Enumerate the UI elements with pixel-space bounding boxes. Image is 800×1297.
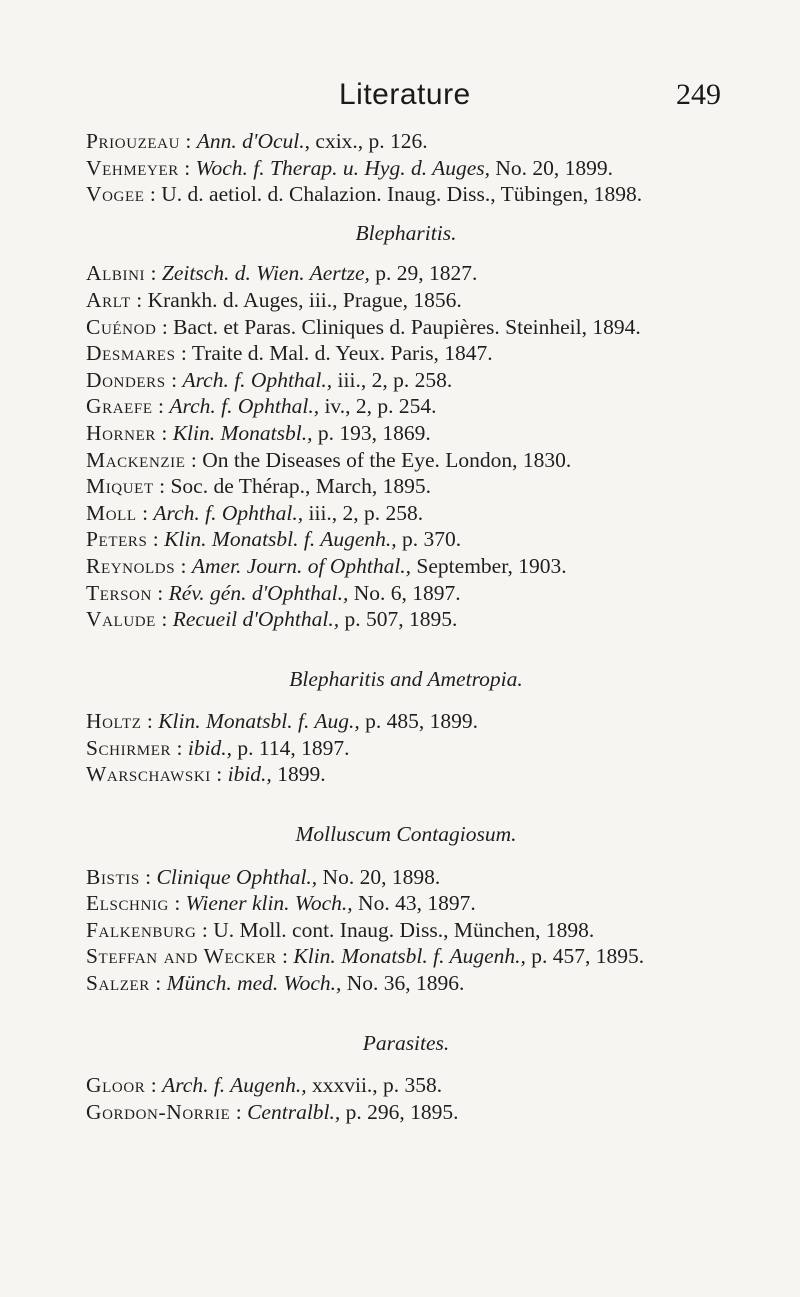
bibliography-entry <box>86 943 726 970</box>
entry-separator: : <box>155 607 173 632</box>
entry-citation-detail: Bact. et Paras. Cliniques d. Paupières. Steinheil, 1894. <box>173 314 641 339</box>
entry-separator: : <box>210 762 228 787</box>
bibliography-entry <box>86 890 726 917</box>
section-heading: Blepharitis. <box>355 220 457 245</box>
entry-citation-detail: p. 507, 1895. <box>339 607 458 632</box>
entry-separator: : <box>145 1073 163 1098</box>
entry-citation-detail: No. 6, 1897. <box>348 580 461 605</box>
entry-separator: : <box>168 891 186 916</box>
bibliography-entry <box>86 708 726 735</box>
entry-citation-title: Klin. Monatsbl. f. Aug., <box>158 709 360 734</box>
entry-separator: : <box>175 553 192 578</box>
bibliography-entry <box>86 526 726 553</box>
entry-citation-title: ibid., <box>227 762 272 787</box>
entry-author: Cuénod <box>86 314 157 339</box>
entry-author: Warschawski <box>86 762 211 787</box>
entry-separator: : <box>171 735 188 760</box>
entry-citation-detail: No. 20, 1898. <box>317 864 441 889</box>
entry-separator: : <box>141 709 159 734</box>
entry-citation-title: Arch. f. Ophthal., <box>153 500 304 525</box>
bibliography-entry <box>86 287 726 314</box>
entry-author: Holtz <box>86 709 142 734</box>
entry-author: Terson <box>86 580 152 605</box>
entry-citation-detail: p. 193, 1869. <box>312 420 431 445</box>
entry-separator: : <box>230 1099 248 1124</box>
entry-separator: : <box>152 394 170 419</box>
bibliography-entry <box>86 393 726 420</box>
entry-citation-title: Recueil d'Ophthal., <box>172 607 340 632</box>
entry-author: Miquet <box>86 474 154 499</box>
entry-citation-detail: U. d. aetiol. d. Chalazion. Inaug. Diss., Tübingen, 1898. <box>161 182 643 207</box>
bibliography-entry <box>86 917 726 944</box>
entry-separator: : <box>185 447 203 472</box>
entry-citation-title: ibid., <box>187 735 233 760</box>
bibliography-entry <box>86 447 726 474</box>
bibliography-entry <box>86 606 726 633</box>
entry-author: Graefe <box>86 394 153 419</box>
bibliography-entry <box>86 500 726 527</box>
entry-citation-title: Klin. Monatsbl. f. Augenh., <box>164 527 397 552</box>
entry-author: Falkenburg <box>86 917 197 942</box>
entry-citation-title: Arch. f. Ophthal., <box>182 367 333 392</box>
entry-author: Bistis <box>86 864 140 889</box>
bibliography-entry <box>86 260 726 287</box>
bibliography-entry <box>86 970 726 997</box>
entry-separator: : <box>175 341 192 366</box>
entry-author: Peters <box>86 527 148 552</box>
entry-author: Moll <box>86 500 137 525</box>
entry-citation-title: Arch. f. Ophthal., <box>169 394 320 419</box>
entry-citation-detail: Traite d. Mal. d. Yeux. Paris, 1847. <box>191 341 493 366</box>
entry-citation-detail: iv., 2, p. 254. <box>319 394 437 419</box>
entry-citation-detail: U. Moll. cont. Inaug. Diss., München, 1898. <box>213 917 595 942</box>
entry-separator: : <box>165 367 183 392</box>
entry-citation-detail: 1899. <box>271 762 326 787</box>
bibliography-entry <box>86 181 726 208</box>
entry-separator: : <box>139 864 157 889</box>
entry-citation-title: Ann. d'Ocul. <box>196 129 305 153</box>
bibliography-entry <box>86 735 726 762</box>
entry-author: Vehmeyer <box>86 155 179 180</box>
entry-citation-detail: p. 457, 1895. <box>525 944 645 969</box>
entry-citation-detail: p. 29, 1827. <box>369 261 478 286</box>
entry-author: Mackenzie <box>86 447 186 472</box>
bibliography-entry <box>86 580 726 607</box>
section-heading: Blepharitis and Ametropia. <box>289 666 523 691</box>
bibliography-entry <box>86 128 726 155</box>
entry-citation-title: Centralbl., <box>247 1099 341 1124</box>
entry-citation-detail: Soc. de Thérap., March, 1895. <box>170 474 431 499</box>
bibliography-entry <box>86 1072 726 1099</box>
entry-citation-detail: No. 36, 1896. <box>341 971 465 996</box>
bibliography-entry <box>86 1099 726 1126</box>
entry-separator: : <box>149 971 167 996</box>
page-header <box>0 78 800 118</box>
bibliography-entry <box>86 155 726 182</box>
entry-separator: : <box>156 314 174 339</box>
entry-separator: : <box>178 155 196 180</box>
entry-citation-detail: Krankh. d. Auges, iii., Prague, 1856. <box>147 287 462 312</box>
entry-author: Elschnig <box>86 891 169 916</box>
entry-author: Schirmer <box>86 735 172 760</box>
entry-citation-title: Rév. gén. d'Ophthal., <box>168 580 349 605</box>
running-title: Literature <box>339 78 471 111</box>
entry-separator: : <box>180 129 197 153</box>
entry-separator: : <box>276 944 294 969</box>
entry-author: Donders <box>86 367 166 392</box>
entry-separator: : <box>153 474 171 499</box>
entry-citation-detail: iii., 2, p. 258. <box>303 500 424 525</box>
entry-citation-title: Arch. f. Augenh., <box>162 1073 307 1098</box>
section-heading: Molluscum Contagiosum. <box>295 822 517 847</box>
page-number: 249 <box>676 78 721 111</box>
bibliography-entry <box>86 864 726 891</box>
bibliography-entry <box>86 420 726 447</box>
entry-separator: : <box>136 500 154 525</box>
entry-separator: : <box>155 420 173 445</box>
bibliography-entry <box>86 340 726 367</box>
entry-author: Vogee <box>86 182 145 207</box>
entry-separator: : <box>196 917 214 942</box>
entry-citation-title: Woch. f. Therap. u. Hyg. d. Auges, <box>195 155 490 180</box>
entry-citation-detail: xxxvii., p. 358. <box>306 1073 443 1098</box>
entry-author: Valude <box>86 607 156 632</box>
bibliography <box>86 128 726 1125</box>
entry-citation-title: Zeitsch. d. Wien. Aertze, <box>161 261 370 286</box>
entry-citation-title: Amer. Journ. of Ophthal., <box>191 553 412 578</box>
entry-author: Gloor <box>86 1073 146 1098</box>
entry-citation-detail: p. 114, 1897. <box>232 735 350 760</box>
entry-separator: : <box>144 182 162 207</box>
entry-author: Priouzeau <box>86 129 181 153</box>
bibliography-entry <box>86 473 726 500</box>
entry-citation-detail: On the Diseases of the Eye. London, 1830. <box>202 447 572 472</box>
entry-author: Steffan and Wecker <box>86 944 277 969</box>
entry-citation-detail: p. 485, 1899. <box>359 709 478 734</box>
entry-citation-title: Klin. Monatsbl. f. Augenh., <box>293 944 526 969</box>
entry-author: Horner <box>86 420 156 445</box>
entry-citation-detail: No. 20, 1899. <box>489 155 614 180</box>
entry-citation-detail: , cxix., p. 126. <box>304 129 428 153</box>
entry-author: Albini <box>86 261 146 286</box>
entry-citation-detail: p. 296, 1895. <box>340 1099 459 1124</box>
entry-citation-detail: No. 43, 1897. <box>352 891 476 916</box>
entry-author: Salzer <box>86 971 150 996</box>
entry-citation-detail: iii., 2, p. 258. <box>332 367 453 392</box>
entry-citation-detail: p. 370. <box>396 527 462 552</box>
entry-author: Reynolds <box>86 553 176 578</box>
entry-citation-title: Clinique Ophthal., <box>156 864 318 889</box>
bibliography-entry <box>86 314 726 341</box>
section-heading: Parasites. <box>362 1030 450 1055</box>
entry-citation-title: Wiener klin. Woch., <box>185 891 353 916</box>
entry-author: Gordon-Norrie <box>86 1099 231 1124</box>
entry-citation-title: Münch. med. Woch., <box>166 971 342 996</box>
bibliography-entry <box>86 553 726 580</box>
bibliography-entry <box>86 367 726 394</box>
entry-citation-title: Klin. Monatsbl., <box>172 420 313 445</box>
entry-author: Desmares <box>86 341 176 366</box>
entry-separator: : <box>151 580 169 605</box>
entry-separator: : <box>147 527 165 552</box>
bibliography-entry <box>86 761 726 788</box>
entry-separator: : <box>130 287 148 312</box>
entry-author: Arlt <box>86 287 131 312</box>
entry-separator: : <box>145 261 162 286</box>
entry-citation-detail: September, 1903. <box>411 553 567 578</box>
